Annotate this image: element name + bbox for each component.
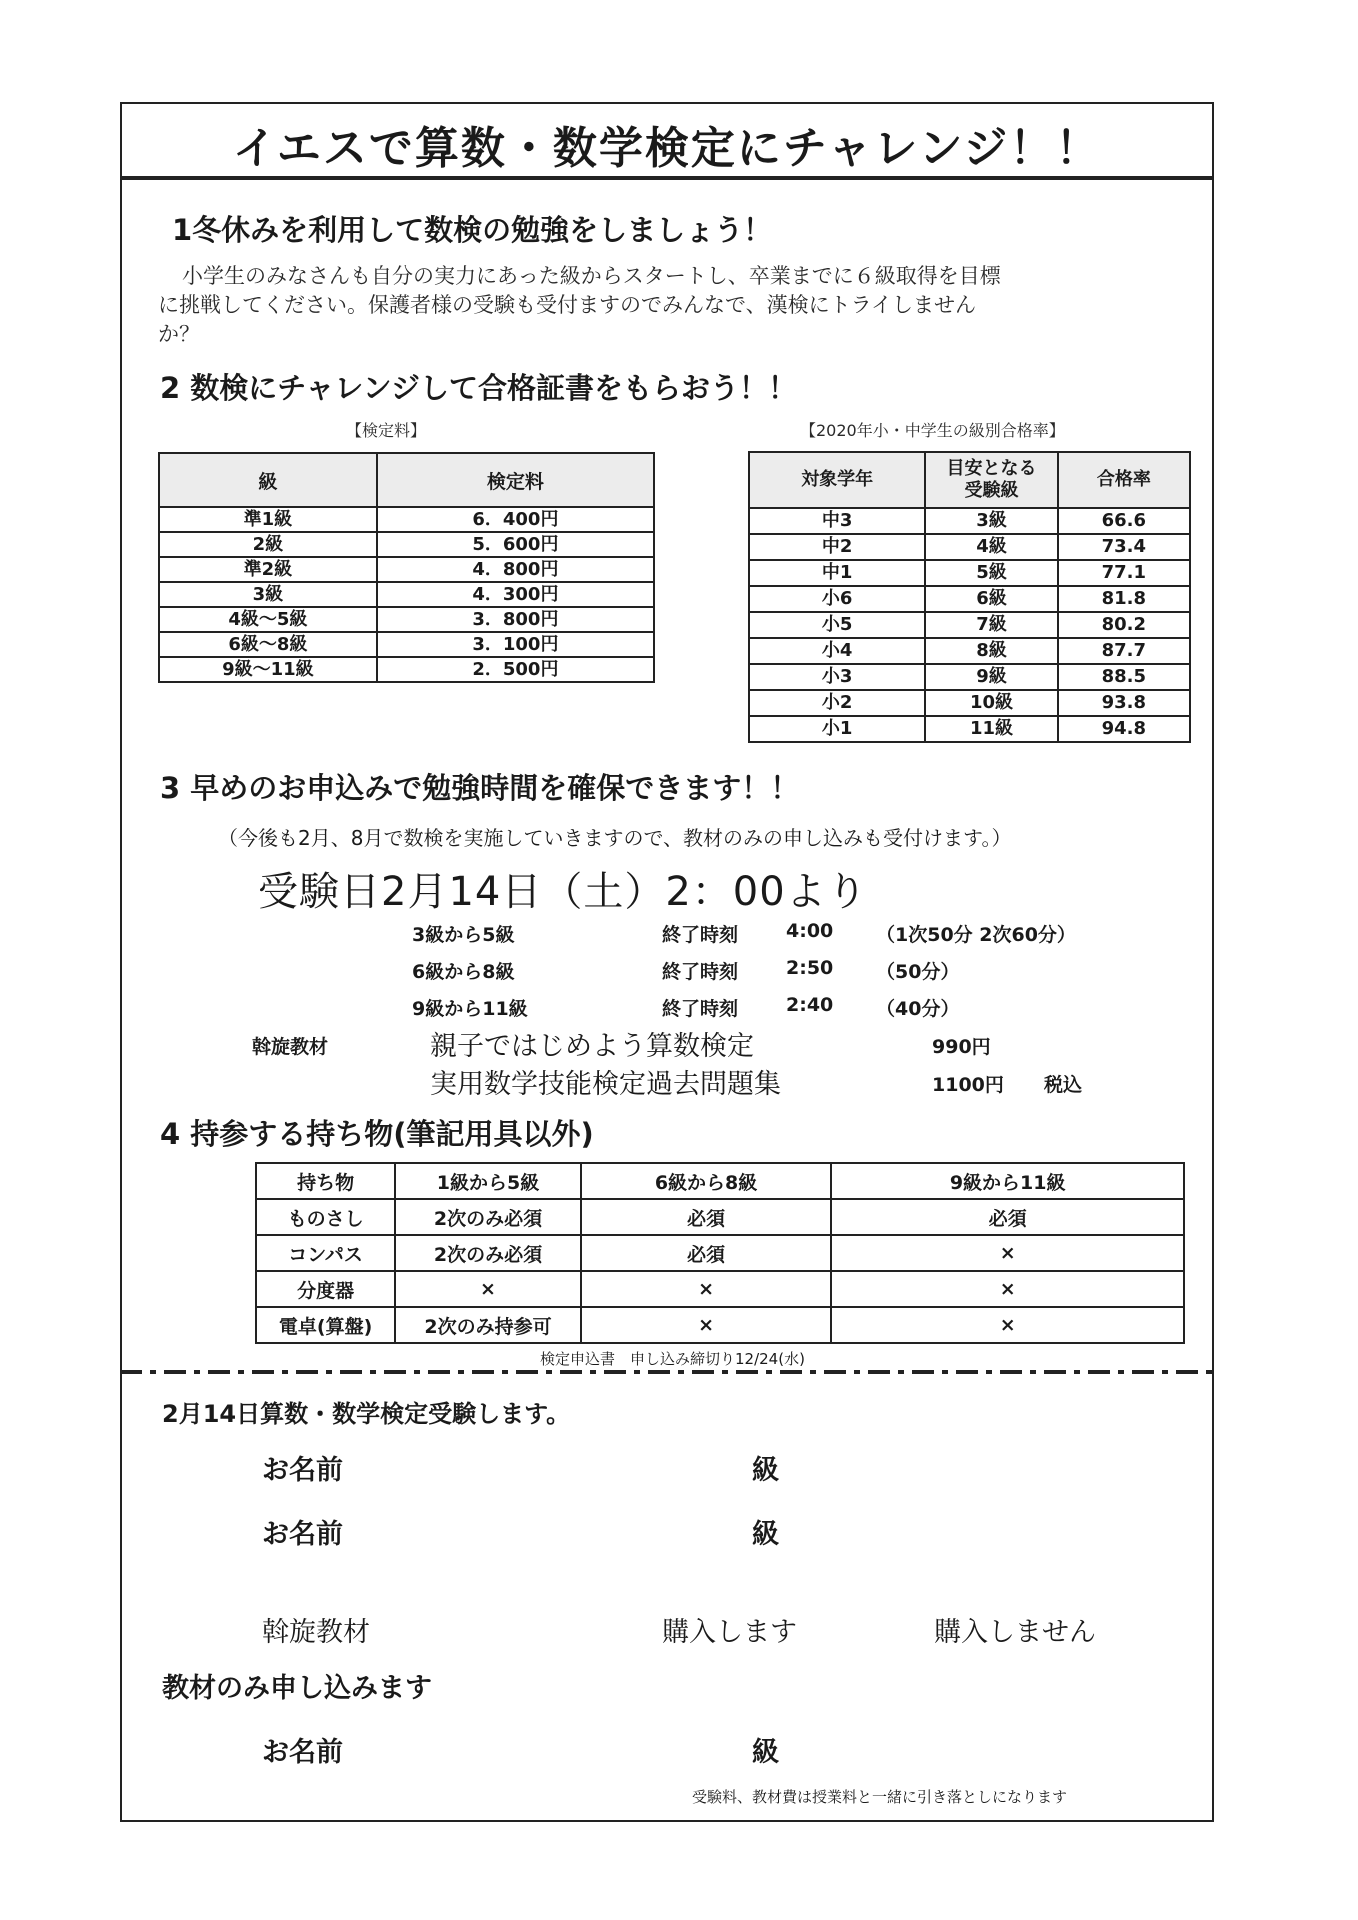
fee-amount: 3．800円 — [377, 607, 654, 632]
rate-header-target-grade-line2: 受験級 — [964, 480, 1019, 501]
name-field-1[interactable] — [360, 1480, 740, 1481]
schedule-duration: （40分） — [876, 998, 960, 1020]
schedule-end-label: 終了時刻 — [662, 961, 739, 983]
rate-value: 77.1 — [1058, 560, 1190, 586]
section1-line-2: に挑戦してください。保護者様の受験も受付ますのでみんなで、漢検にトライしません — [158, 293, 976, 317]
schedule-end-time: 2:40 — [786, 994, 834, 1016]
buy-no-option[interactable]: 購入しません — [934, 1617, 1096, 1648]
table-row — [159, 507, 654, 532]
application-deadline: 検定申込書 申し込み締切り12/24(水) — [540, 1350, 805, 1368]
fee-amount: 2．500円 — [377, 657, 654, 682]
rate-table-header — [749, 452, 1190, 508]
rate-header-school-year: 対象学年 — [749, 452, 925, 508]
material-price: 990円 — [932, 1036, 991, 1058]
fee-amount: 6．400円 — [377, 507, 654, 532]
schedule-end-label: 終了時刻 — [662, 998, 739, 1020]
rate-value: 88.5 — [1058, 664, 1190, 690]
rate-year: 小6 — [749, 586, 925, 612]
item-req: × — [581, 1307, 832, 1343]
fee-grade: 6級～8級 — [159, 632, 377, 657]
rate-value: 87.7 — [1058, 638, 1190, 664]
grade-label: 級 — [752, 1737, 779, 1768]
items-table-header — [256, 1163, 1184, 1199]
rate-grade: 9級 — [925, 664, 1057, 690]
rate-year: 小1 — [749, 716, 925, 742]
name-field-2[interactable] — [360, 1544, 740, 1545]
material-tax-note: 税込 — [1044, 1074, 1083, 1096]
items-header-item: 持ち物 — [256, 1163, 395, 1199]
rate-grade: 10級 — [925, 690, 1057, 716]
items-header-grades-1-5: 1級から5級 — [395, 1163, 581, 1199]
grade-label: 級 — [752, 1455, 779, 1486]
table-row — [749, 638, 1190, 664]
rate-header-target-grade-line1: 目安となる — [946, 458, 1037, 479]
cut-line-separator — [120, 1370, 1214, 1374]
grade-field-2[interactable] — [790, 1544, 990, 1545]
table-row — [159, 657, 654, 682]
rate-year: 小3 — [749, 664, 925, 690]
schedule-grades: 9級から11級 — [412, 998, 528, 1020]
table-row — [749, 612, 1190, 638]
fee-amount: 4．300円 — [377, 582, 654, 607]
fee-grade: 2級 — [159, 532, 377, 557]
material-price: 1100円 — [932, 1074, 1004, 1096]
table-row — [256, 1307, 1184, 1343]
title-band — [120, 102, 1214, 180]
table-row — [749, 560, 1190, 586]
exam-date: 受験日2月14日（土）2：00より — [258, 869, 868, 915]
rate-grade: 7級 — [925, 612, 1057, 638]
name-label: お名前 — [262, 1737, 343, 1768]
item-name: ものさし — [256, 1199, 395, 1235]
item-name: 分度器 — [256, 1271, 395, 1307]
billing-note: 受験料、教材費は授業料と一緒に引き落としになります — [692, 1788, 1068, 1806]
rate-caption: 【2020年小・中学生の級別合格率】 — [800, 421, 1065, 440]
fee-grade: 準1級 — [159, 507, 377, 532]
grade-field-1[interactable] — [790, 1480, 990, 1481]
item-req: 必須 — [831, 1199, 1184, 1235]
section4-heading: 4 持参する持ち物(筆記用具以外) — [160, 1117, 594, 1151]
rate-grade: 8級 — [925, 638, 1057, 664]
pass-rate-table — [748, 451, 1191, 743]
item-req: 必須 — [581, 1199, 832, 1235]
rate-grade: 6級 — [925, 586, 1057, 612]
table-row — [256, 1199, 1184, 1235]
schedule-end-label: 終了時刻 — [662, 924, 739, 946]
section2-heading: 2 数検にチャレンジして合格証書をもらおう！！ — [160, 371, 797, 405]
fee-header-fee: 検定料 — [377, 453, 654, 507]
item-req: 2次のみ必須 — [395, 1235, 581, 1271]
item-name: 電卓(算盤) — [256, 1307, 395, 1343]
rate-value: 81.8 — [1058, 586, 1190, 612]
rate-value: 73.4 — [1058, 534, 1190, 560]
rate-grade: 3級 — [925, 508, 1057, 534]
item-req: × — [831, 1307, 1184, 1343]
fee-amount: 4．800円 — [377, 557, 654, 582]
fee-caption: 【検定料】 — [346, 421, 427, 440]
table-row — [159, 607, 654, 632]
schedule-grades: 3級から5級 — [412, 924, 515, 946]
rate-grade: 5級 — [925, 560, 1057, 586]
fee-table-header — [159, 453, 654, 507]
table-row — [159, 532, 654, 557]
item-req: × — [581, 1271, 832, 1307]
fee-grade: 4級～5級 — [159, 607, 377, 632]
fee-grade: 3級 — [159, 582, 377, 607]
rate-year: 中1 — [749, 560, 925, 586]
rate-header-pass-rate: 合格率 — [1058, 452, 1190, 508]
item-req: × — [831, 1271, 1184, 1307]
table-row — [749, 534, 1190, 560]
rate-grade: 4級 — [925, 534, 1057, 560]
fee-table — [158, 452, 655, 683]
table-row — [749, 690, 1190, 716]
table-row — [256, 1235, 1184, 1271]
fee-header-grade: 級 — [159, 453, 377, 507]
rate-year: 中2 — [749, 534, 925, 560]
rate-value: 94.8 — [1058, 716, 1190, 742]
schedule-end-time: 4:00 — [786, 920, 834, 942]
table-row — [749, 664, 1190, 690]
fee-amount: 5．600円 — [377, 532, 654, 557]
table-row — [256, 1271, 1184, 1307]
section1-heading: 1冬休みを利用して数検の勉強をしましょう！ — [172, 213, 773, 247]
fee-grade: 準2級 — [159, 557, 377, 582]
item-req: 必須 — [581, 1235, 832, 1271]
section1-line-3: か？ — [158, 322, 200, 346]
fee-amount: 3．100円 — [377, 632, 654, 657]
schedule-grades: 6級から8級 — [412, 961, 515, 983]
rate-value: 93.8 — [1058, 690, 1190, 716]
items-table — [255, 1162, 1185, 1344]
item-req: 2次のみ持参可 — [395, 1307, 581, 1343]
section3-note: （今後も2月、8月で数検を実施していきますので、教材のみの申し込みも受付けます。） — [218, 826, 1012, 850]
items-header-grades-9-11: 9級から11級 — [831, 1163, 1184, 1199]
table-row — [159, 557, 654, 582]
form-heading: 2月14日算数・数学検定受験します。 — [162, 1400, 571, 1428]
name-field-3[interactable] — [360, 1762, 740, 1763]
rate-year: 小4 — [749, 638, 925, 664]
grade-label: 級 — [752, 1519, 779, 1550]
materials-label: 斡旋教材 — [252, 1036, 329, 1058]
rate-value: 66.6 — [1058, 508, 1190, 534]
rate-value: 80.2 — [1058, 612, 1190, 638]
material-name: 実用数学技能検定過去問題集 — [430, 1069, 781, 1100]
rate-year: 小2 — [749, 690, 925, 716]
name-label: お名前 — [262, 1519, 343, 1550]
section1-line-1: 小学生のみなさんも自分の実力にあった級からスタートし、卒業までに６級取得を目標 — [182, 264, 1001, 288]
table-row — [749, 716, 1190, 742]
item-req: × — [831, 1235, 1184, 1271]
table-row — [159, 632, 654, 657]
items-header-grades-6-8: 6級から8級 — [581, 1163, 832, 1199]
name-label: お名前 — [262, 1455, 343, 1486]
rate-header-target-grade — [925, 452, 1057, 508]
buy-yes-option[interactable]: 購入します — [662, 1617, 797, 1648]
page-title: イエスで算数・数学検定にチャレンジ！！ — [232, 123, 1102, 174]
fee-grade: 9級～11級 — [159, 657, 377, 682]
rate-grade: 11級 — [925, 716, 1057, 742]
material-name: 親子ではじめよう算数検定 — [430, 1031, 754, 1062]
materials-only-heading: 教材のみ申し込みます — [162, 1673, 432, 1704]
item-name: コンパス — [256, 1235, 395, 1271]
section3-heading: 3 早めのお申込みで勉強時間を確保できます！！ — [160, 771, 800, 805]
table-row — [749, 508, 1190, 534]
form-materials-label: 斡旋教材 — [262, 1617, 370, 1648]
schedule-end-time: 2:50 — [786, 957, 834, 979]
table-row — [159, 582, 654, 607]
rate-year: 小5 — [749, 612, 925, 638]
schedule-duration: （50分） — [876, 961, 960, 983]
table-row — [749, 586, 1190, 612]
item-req: 2次のみ必須 — [395, 1199, 581, 1235]
grade-field-3[interactable] — [790, 1762, 990, 1763]
rate-year: 中3 — [749, 508, 925, 534]
item-req: × — [395, 1271, 581, 1307]
schedule-duration: （1次50分 2次60分） — [876, 924, 1076, 946]
